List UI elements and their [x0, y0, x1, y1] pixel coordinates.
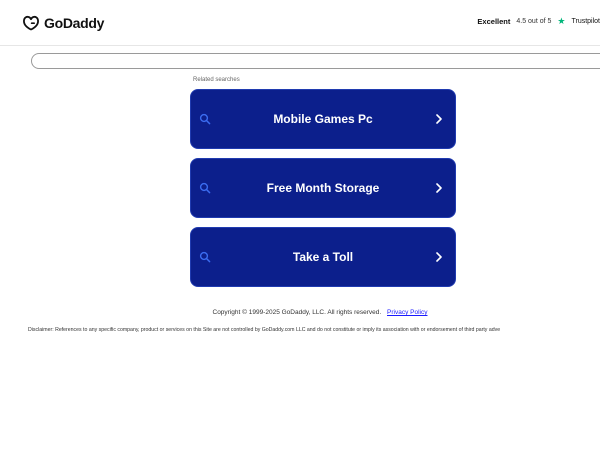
chevron-right-icon	[435, 114, 443, 124]
related-search-mobile-games-pc[interactable]	[190, 89, 456, 149]
search-icon	[199, 182, 211, 194]
chevron-right-icon	[435, 252, 443, 262]
copyright-notice	[0, 309, 600, 316]
chevron-right-icon	[435, 183, 443, 193]
logo-text: GoDaddy	[44, 15, 105, 31]
trustpilot-rating[interactable]	[477, 17, 600, 26]
search-input[interactable]	[31, 53, 600, 69]
search-icon	[199, 113, 211, 125]
related-search-take-a-toll[interactable]	[190, 227, 456, 287]
godaddy-logo[interactable]	[22, 12, 104, 34]
rating-word: Excellent	[477, 17, 511, 26]
trustpilot-brand: Trustpilot	[571, 18, 600, 25]
copyright-text: Copyright © 1999-2025 GoDaddy, LLC. All rights reserved.	[212, 309, 382, 316]
related-search-free-month-storage[interactable]	[190, 158, 456, 218]
related-search-label: Mobile Games Pc	[273, 112, 373, 126]
header	[0, 0, 600, 46]
privacy-policy-link[interactable]: Privacy Policy	[387, 309, 428, 316]
rating-score: 4.5 out of 5	[516, 18, 552, 25]
related-searches-label: Related searches	[193, 77, 240, 83]
disclaimer-text: Disclaimer: References to any specific company, product or services on this Site are not controlled by GoDaddy.com LLC and do not constitute or imply its association with or endorsement of third party adve	[28, 327, 501, 333]
star-icon: ★	[557, 16, 566, 26]
godaddy-logo-icon	[22, 15, 40, 31]
related-search-label: Free Month Storage	[266, 181, 380, 195]
related-search-label: Take a Toll	[292, 250, 354, 264]
search-icon	[199, 251, 211, 263]
